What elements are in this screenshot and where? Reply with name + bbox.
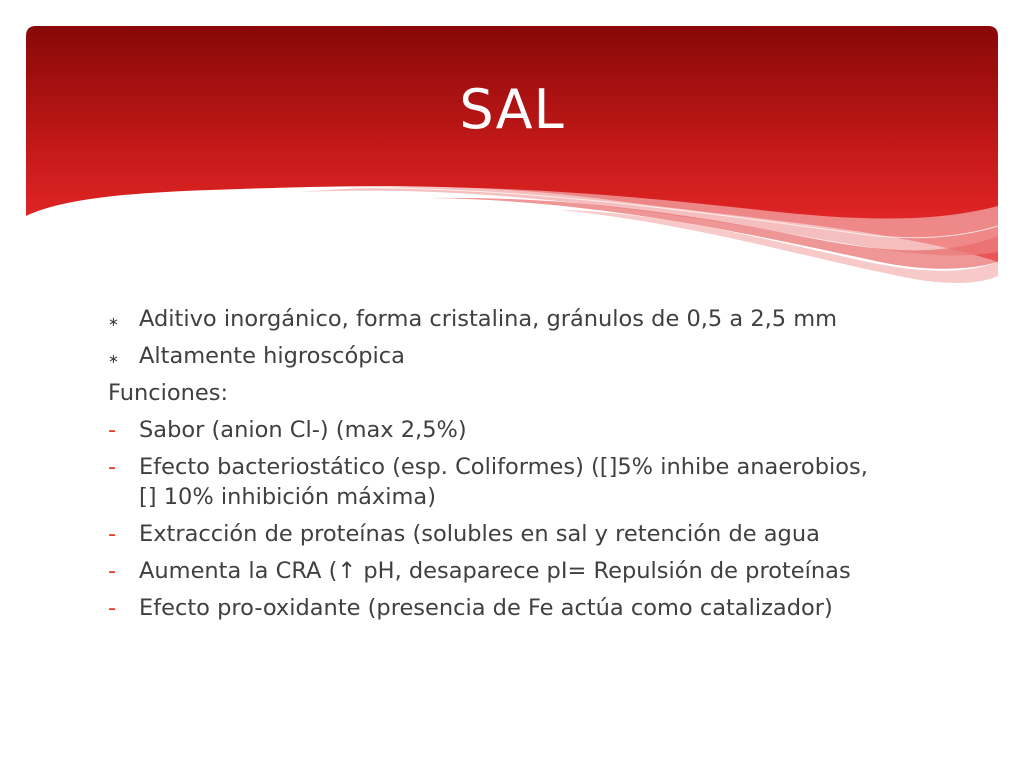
dash-bullet-icon: - [108, 521, 117, 547]
dash-bullet-icon: - [108, 417, 117, 443]
bullet-text: Altamente higroscópica [139, 343, 405, 369]
function-text: Efecto pro-oxidante (presencia de Fe actúa como catalizador) [139, 595, 833, 621]
function-item [108, 452, 968, 512]
asterisk-bullet-icon: ∗ [108, 352, 119, 367]
dash-bullet-icon: - [108, 558, 117, 584]
header-banner [0, 0, 1024, 300]
dash-bullet-icon: - [108, 595, 117, 621]
function-item [108, 556, 968, 586]
bullet-text: Aditivo inorgánico, forma cristalina, gránulos de 0,5 a 2,5 mm [139, 306, 838, 332]
bullet-item [108, 341, 968, 371]
function-item [108, 593, 968, 623]
function-text: Sabor (anion Cl-) (max 2,5%) [139, 417, 467, 443]
function-text: Extracción de proteínas (solubles en sal y retención de agua [139, 521, 820, 547]
slide-content [108, 304, 968, 630]
function-text: Efecto bacteriostático (esp. Coliformes) ([]5% inhibe anaerobios, [139, 454, 868, 480]
function-text: Aumenta la CRA (↑ pH, desaparece pI= Repulsión de proteínas [139, 558, 851, 584]
asterisk-bullet-icon: ∗ [108, 315, 119, 330]
bullet-item [108, 304, 968, 334]
section-heading: Funciones: [108, 380, 229, 406]
dash-bullet-icon: - [108, 454, 117, 480]
function-item [108, 415, 968, 445]
function-text-continued: [] 10% inhibición máxima) [139, 484, 436, 510]
function-item [108, 519, 968, 549]
slide-title: SAL [459, 78, 565, 141]
